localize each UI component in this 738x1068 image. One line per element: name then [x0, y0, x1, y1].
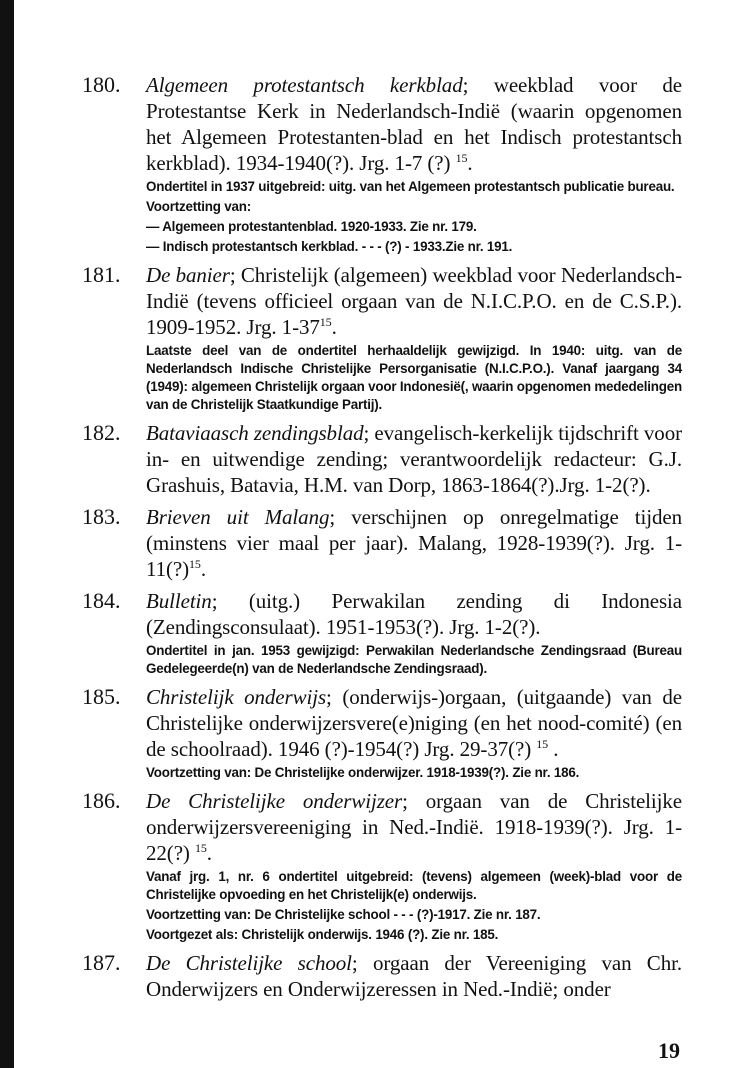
entry-text: [146, 504, 682, 582]
entry-text: [146, 262, 682, 340]
entry-note: Voortzetting van: De Christelijke school - - - (?)-1917. Zie nr. 187.: [146, 907, 541, 922]
entry-note: Laatste deel van de ondertitel herhaaldelijk gewijzigd. In 1940: uitg. van de Nederlandsch Indische Christelijke Persorganisatie (N.I.C.P.O.). Vanaf jaargang 34 (1949): algemeen Christelijk orgaan voor Indonesië(, waarin opgenomen mededelingen van de Christelijk Staatkundige Partij).: [146, 343, 682, 412]
entry-number: 180.: [82, 72, 121, 97]
binding-edge: [0, 0, 14, 1068]
entry-title: Christelijk onderwijs: [146, 685, 327, 709]
footnote-ref: 15: [536, 737, 549, 751]
entry-note: Voortgezet als: Christelijk onderwijs. 1946 (?). Zie nr. 185.: [146, 927, 499, 942]
entry-183: [82, 504, 682, 582]
footnote-ref: 15: [319, 315, 332, 329]
page-content: [82, 72, 682, 1008]
entry-184: [82, 588, 682, 678]
entry-title: Algemeen protestantsch kerkblad: [146, 73, 463, 97]
entry-description: ; (uitg.) Perwakilan zending di Indonesia (Zendingsconsulaat). 1951-1953(?). Jrg. 1-2(?).: [146, 589, 682, 639]
entry-note: Voortzetting van: De Christelijke onderwijzer. 1918-1939(?). Zie nr. 186.: [146, 765, 580, 780]
entry-end: .: [200, 557, 206, 581]
entry-number: 181.: [82, 262, 121, 287]
entry-title: Brieven uit Malang: [146, 505, 330, 529]
entry-text: [146, 950, 682, 1002]
entry-text: [146, 420, 682, 498]
entry-180: [82, 72, 682, 256]
entry-number: 186.: [82, 788, 121, 813]
entry-end: .: [553, 737, 559, 761]
entry-description: ; evangelisch-kerkelijk tijdschrift voor in- en uitwendige zending; verantwoordelijk redacteur: G.J. Grashuis, Batavia, H.M. van Dorp, 1863-1864(?).Jrg. 1-2(?).: [146, 421, 682, 497]
footnote-ref: 15: [189, 557, 201, 571]
entry-note: Ondertitel in jan. 1953 gewijzigd: Perwakilan Nederlandsche Zendingsraad (Bureau Gedelegeerde(n) van de Nederlandsche Zendingsraad).: [146, 643, 682, 676]
entry-title: De banier: [146, 263, 230, 287]
entry-description: ; orgaan van de Christelijke onderwijzersvereeniging in Ned.-Indië. 1918-1939(?). Jrg. 1-22(?): [146, 789, 683, 865]
footnote-ref: 15: [455, 151, 468, 165]
entry-note: — Indisch protestantsch kerkblad. - - - (?) - 1933.Zie nr. 191.: [146, 239, 513, 254]
entry-number: 183.: [82, 504, 121, 529]
entry-number: 182.: [82, 420, 121, 445]
entry-181: [82, 262, 682, 414]
entry-title: De Christelijke school: [146, 951, 352, 975]
entry-text: [146, 684, 682, 762]
entry-text: [146, 788, 682, 866]
entry-number: 187.: [82, 950, 121, 975]
entry-185: [82, 684, 682, 782]
entry-note: Ondertitel in 1937 uitgebreid: uitg. van het Algemeen protestantsch publicatie bureau.: [146, 179, 675, 194]
entry-title: Bulletin: [146, 589, 212, 613]
entry-description: ; verschijnen op onregelmatige tijden (minstens vier maal per jaar). Malang, 1928-1939(?). Jrg. 1-11(?): [146, 505, 682, 581]
entry-title: Bataviaasch zendingsblad: [146, 421, 364, 445]
entry-description: ; (onderwijs-)orgaan, (uitgaande) van de Christelijke onderwijzersvere(e)niging (en het nood-comité) (en de schoolraad). 1946 (?)-1954(?) Jrg. 29-37(?): [146, 685, 682, 761]
entry-note: — Algemeen protestantenblad. 1920-1933. Zie nr. 179.: [146, 219, 477, 234]
entry-text: [146, 588, 682, 640]
entry-end: .: [467, 151, 473, 175]
entry-182: [82, 420, 682, 498]
entry-description: ; Christelijk (algemeen) weekblad voor Nederlandsch-Indië (tevens officieel orgaan van de N.I.C.P.O. en de C.S.P.). 1909-1952. Jrg. 1-37: [146, 263, 682, 339]
entry-description: ; orgaan der Vereeniging van Chr. Onderwijzers en Onderwijzeressen in Ned.-Indië; onder: [146, 951, 682, 1001]
entry-number: 184.: [82, 588, 121, 613]
entry-number: 185.: [82, 684, 121, 709]
entry-end: .: [331, 315, 337, 339]
page-number: 19: [658, 1038, 680, 1063]
entry-description: ; weekblad voor de Protestantse Kerk in Nederlandsch-Indië (waarin opgenomen het Algemeen Protestanten-blad en het Indisch protestantsch kerkblad). 1934-1940(?). Jrg. 1-7 (?): [146, 73, 683, 175]
entry-note: Vanaf jrg. 1, nr. 6 ondertitel uitgebreid: (tevens) algemeen (week)-blad voor de Christelijke opvoeding en het Christelijk(e) onderwijs.: [146, 869, 682, 902]
entry-187: [82, 950, 682, 1002]
entry-186: [82, 788, 682, 944]
footnote-ref: 15: [194, 841, 207, 855]
entry-end: .: [206, 841, 212, 865]
entry-text: [146, 72, 682, 176]
entry-title: De Christelijke onderwijzer: [146, 789, 403, 813]
entry-note: Voortzetting van:: [146, 199, 251, 214]
